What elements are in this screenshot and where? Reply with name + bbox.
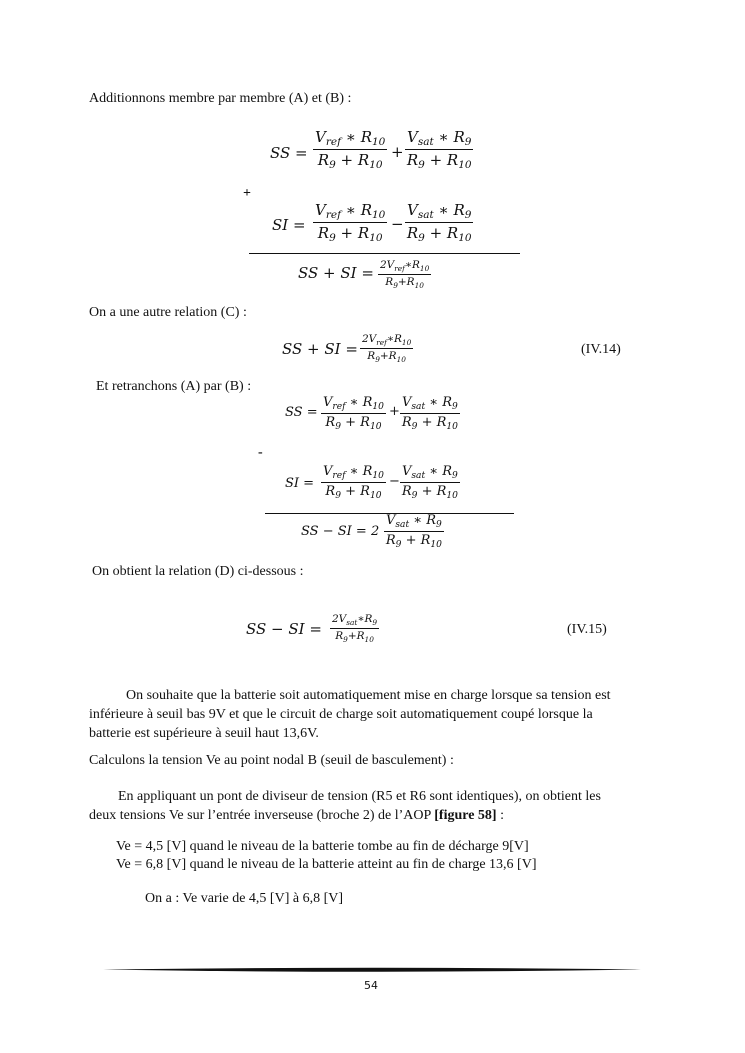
eq2-si-lhs: SI = [285, 476, 315, 491]
para3-line2-text: deux tensions Ve sur l’entrée inverseuse (broche 2) de l’AOP [89, 808, 435, 823]
eq-si-minus: − [391, 215, 404, 233]
eq2-si-frac1: $V_{ref}$ ∗ $R_{10}$ $R_9 + R_{10}$ [323, 464, 384, 501]
eq-ss-plus: + [391, 143, 404, 161]
eq-d-frac: $2V_{sat}∗R_9$ $R_9+R_{10}$ [332, 613, 378, 644]
plus-sign: + [243, 186, 251, 201]
eq-ss-frac2: $V_{sat}$ ∗ $R_9$ $R_9 + R_{10}$ [406, 128, 472, 171]
eq2-si-frac2: $V_{sat}$ ∗ $R_9$ $R_9 + R_{10}$ [401, 464, 458, 501]
sum-divider-line [249, 253, 520, 254]
eq2-ss-frac1: $V_{ref}$ ∗ $R_{10}$ $R_9 + R_{10}$ [323, 395, 384, 432]
eq2-diff-frac: $V_{sat}$ ∗ $R_9$ $R_9 + R_{10}$ [385, 513, 442, 550]
add-intro-text: Additionnons membre par membre (A) et (B) : [89, 91, 352, 106]
para3-line2 [89, 807, 504, 824]
relation-d-text: On obtient la relation (D) ci-dessous : [92, 564, 304, 579]
eq-c-frac: $2V_{ref}∗R_{10}$ $R_9+R_{10}$ [362, 333, 412, 364]
eq-ss-frac1: $V_{ref}$ ∗ $R_{10}$ $R_9 + R_{10}$ [315, 128, 386, 171]
ve-line2: Ve = 6,8 [V] quand le niveau de la batterie atteint au fin de charge 13,6 [V] [116, 857, 537, 872]
figure-58-reference: [figure 58] [434, 808, 497, 823]
eq-si-lhs: SI = [272, 216, 306, 234]
equation-number-iv14: (IV.14) [581, 342, 621, 357]
eq2-ss-lhs: SS = [285, 405, 318, 420]
eq2-diff-lhs: SS − SI = 2 [301, 524, 380, 539]
on-a-text: On a : Ve varie de 4,5 [V] à 6,8 [V] [145, 891, 344, 906]
eq2-ss-plus: + [389, 404, 400, 419]
para3-line1: En appliquant un pont de diviseur de tension (R5 et R6 sont identiques), on obtient les [118, 789, 601, 804]
para1-line3: batterie est supérieure à seuil haut 13,6V. [89, 726, 319, 741]
subtract-intro-text: Et retranchons (A) par (B) : [96, 379, 252, 394]
eq-si-frac1: $V_{ref}$ ∗ $R_{10}$ $R_9 + R_{10}$ [315, 201, 386, 244]
relation-c-text: On a une autre relation (C) : [89, 305, 247, 320]
eq-c-lhs: SS + SI = [282, 340, 358, 358]
para1-line2: inférieure à seuil bas 9V et que le circuit de charge soit automatiquement coupé lorsque la [89, 707, 593, 722]
eq-sum-frac: $2V_{ref}∗R_{10}$ $R_9+R_{10}$ [380, 259, 430, 290]
eq2-si-minus: − [389, 474, 400, 489]
minus-sign: - [258, 445, 263, 460]
eq-si-frac2: $V_{sat}$ ∗ $R_9$ $R_9 + R_{10}$ [406, 201, 472, 244]
equation-number-iv15: (IV.15) [567, 622, 607, 637]
eq2-ss-frac2: $V_{sat}$ ∗ $R_9$ $R_9 + R_{10}$ [401, 395, 458, 432]
para3-line2-colon: : [496, 808, 504, 823]
ve-line1: Ve = 4,5 [V] quand le niveau de la batterie tombe au fin de décharge 9[V] [116, 839, 529, 854]
eq-d-lhs: SS − SI = [246, 620, 322, 638]
footer-rule [103, 966, 641, 974]
para2-text: Calculons la tension Ve au point nodal B (seuil de basculement) : [89, 753, 454, 768]
para1-line1: On souhaite que la batterie soit automatiquement mise en charge lorsque sa tension est [126, 688, 611, 703]
page-number: 54 [364, 979, 378, 992]
eq-sum-lhs: SS + SI = [298, 264, 374, 282]
eq-ss-lhs: SS = [270, 144, 308, 162]
